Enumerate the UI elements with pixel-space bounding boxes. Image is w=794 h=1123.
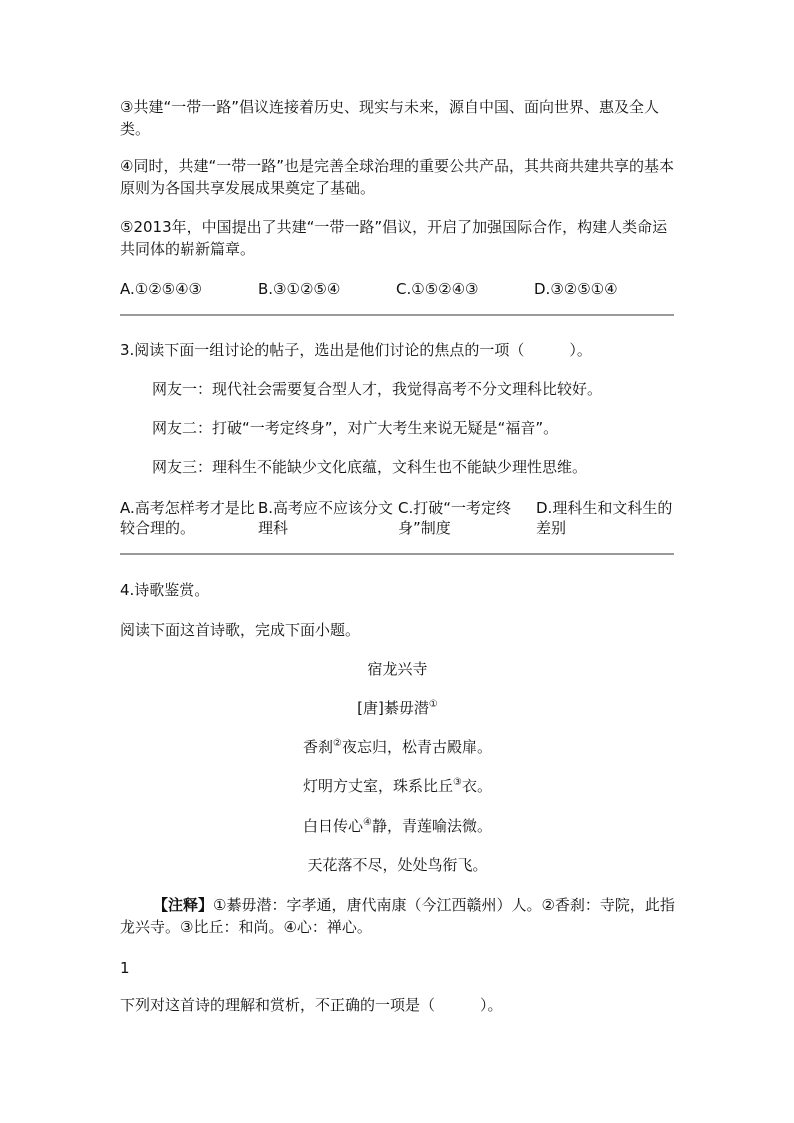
poem-author-name: [唐]綦毋潜	[357, 699, 429, 717]
poem-line-text: 衣。	[461, 777, 492, 795]
q3-options	[120, 498, 675, 538]
poem-line-2	[120, 775, 675, 797]
poem-note-mark: ②	[333, 738, 342, 749]
q2-options	[120, 278, 675, 300]
notes-text: ①綦毋潜：字孝通，唐代南康（今江西赣州）人。②香刹：寺院，此指龙兴寺。③比丘：和尚。④心：禅心。	[120, 896, 675, 936]
poem-line-text: 白日传心	[303, 817, 364, 835]
statement-3: ③共建“一带一路”倡议连接着历史、现实与未来，源自中国、面向世界、惠及全人类。	[120, 98, 659, 138]
q4-heading: 4.诗歌鉴赏。	[120, 581, 210, 599]
poem-line-text: 静，青莲喻法微。	[371, 817, 492, 835]
q3-option-a[interactable]: A.高考怎样考才是比较合理的。	[120, 499, 255, 537]
q3-option-d[interactable]: D.理科生和文科生的差别	[536, 499, 673, 537]
notes-label: 【注释】	[153, 896, 214, 914]
poem-line-text: 夜忘归，松青古殿扉。	[341, 738, 492, 756]
q3-stem: 3.阅读下面一组讨论的帖子，选出是他们讨论的焦点的一项（ ）。	[120, 341, 592, 359]
q3-option-b[interactable]: B.高考应不应该分文理科	[258, 499, 394, 537]
poem-line-text: 天花落不尽，处处鸟衔飞。	[307, 856, 488, 874]
poem-line-text: 灯明方丈室，珠系比丘	[303, 777, 454, 795]
q3-post-1: 网友一：现代社会需要复合型人才，我觉得高考不分文理科比较好。	[152, 380, 603, 398]
q2-option-d[interactable]: D.③②⑤①④	[534, 280, 618, 298]
sub-question-stem: 下列对这首诗的理解和赏析，不正确的一项是（ ）。	[120, 996, 503, 1014]
divider	[120, 553, 674, 555]
divider	[120, 314, 674, 316]
q2-option-c[interactable]: C.①⑤②④③	[396, 280, 479, 298]
statement-5: ⑤2013年，中国提出了共建“一带一路”倡议，开启了加强国际合作，构建人类命运共同体的崭新篇章。	[120, 218, 668, 258]
poem-notes	[120, 894, 675, 938]
q2-option-a[interactable]: A.①②⑤④③	[120, 280, 203, 298]
q4-intro: 阅读下面这首诗歌，完成下面小题。	[120, 621, 361, 639]
q3-option-c[interactable]: C.打破“一考定终身”制度	[398, 499, 512, 537]
sub-question-number: 1	[120, 959, 130, 977]
poem-line-4	[120, 854, 675, 876]
poem-author	[120, 697, 675, 719]
q3-post-2: 网友二：打破“一考定终身”，对广大考生来说无疑是“福音”。	[152, 419, 559, 437]
poem-author-note-mark: ①	[428, 699, 438, 710]
poem-title: 宿龙兴寺	[367, 660, 428, 678]
poem-line-text: 香刹	[303, 738, 334, 756]
statement-4: ④同时，共建“一带一路”也是完善全球治理的重要公共产品，其共商共建共享的基本原则为各国共享发展成果奠定了基础。	[120, 157, 674, 197]
q2-option-b[interactable]: B.③①②⑤④	[258, 280, 341, 298]
poem-note-mark: ④	[363, 817, 372, 828]
poem-note-mark: ③	[453, 777, 462, 788]
q3-post-3: 网友三：理科生不能缺少文化底蕴，文科生也不能缺少理性思维。	[152, 458, 588, 476]
poem-line-1	[120, 736, 675, 758]
poem-line-3	[120, 815, 675, 837]
